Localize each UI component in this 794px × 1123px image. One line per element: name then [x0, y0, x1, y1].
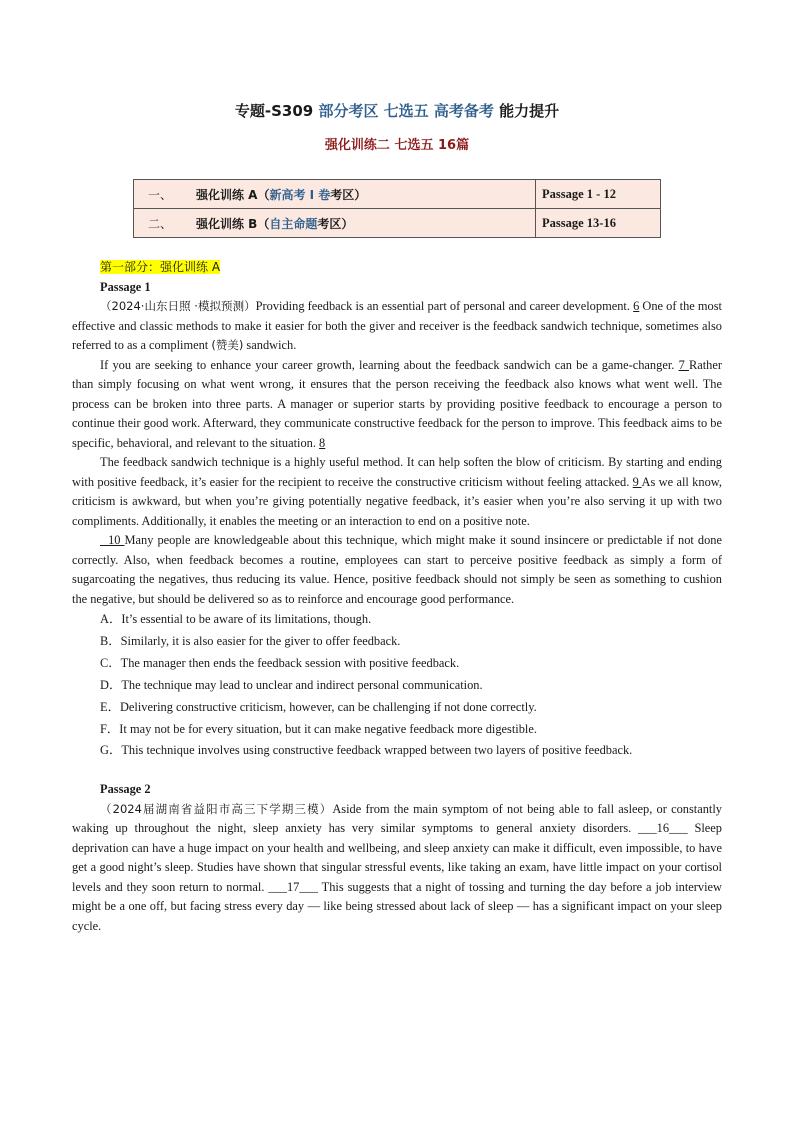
toc-name-highlight: 新高考 Ⅰ 卷 — [269, 187, 331, 202]
answer-blank: 10 — [100, 533, 125, 547]
table-row — [134, 180, 661, 209]
text: sandwich. — [243, 338, 297, 352]
answer-blank: ___16___ — [638, 821, 688, 836]
text: As we all know, criticism is awkward, but when you’re giving potentially negative feedback, it’s easier when you’re also serving it up with two compliments. Additionally, it enables the meeting or an interaction to end on a positive note. — [72, 474, 722, 528]
passage-paragraph — [72, 531, 722, 609]
text: Providing feedback is an essential part of personal and career development. — [255, 299, 634, 313]
table-row — [134, 209, 661, 238]
title-suffix: 能力提升 — [493, 102, 560, 120]
section-label: 第一部分：强化训练 A — [100, 260, 221, 274]
text: Rather than simply focusing on what went wrong, it ensures that the person receiving the feedback also knows what went well. The process can be broken into three parts. A manager or superior starts by providing positive feedback to encourage a person to continue their good work. Afterward, they communicate constructive feedback for the person to improve. This feedback aims to be specific, behavioral, and relevant to the situation. — [72, 357, 722, 450]
list-item: G．This technique involves using constructive feedback wrapped between two layers of positive feedback. — [100, 743, 633, 758]
source-note: （2024届湖南省益阳市高三下学期三模） — [100, 801, 333, 816]
passage-paragraph — [72, 453, 722, 531]
toc-name — [186, 209, 536, 238]
page-title — [0, 100, 794, 121]
toc-name-pre: 强化训练 B（ — [196, 216, 270, 231]
answer-blank: 6 — [633, 299, 640, 313]
spacer — [72, 762, 722, 780]
answer-blank: 9 — [632, 474, 642, 489]
toc-passages: Passage 13-16 — [536, 209, 661, 238]
list-item: A．It’s essential to be aware of its limitations, though. — [100, 612, 372, 626]
list-item: E．Delivering constructive criticism, however, can be challenging if not done correctly. — [100, 699, 537, 714]
source-note: （2024·山东日照 ·模拟预测） — [100, 299, 256, 313]
page-subtitle: 强化训练二 七选五 16篇 — [324, 138, 470, 153]
toc-name — [186, 180, 536, 209]
passage-title: Passage 1 — [100, 279, 151, 294]
text: The feedback sandwich technique is a highly useful method. It can help soften the blow of criticism. By starting and ending with positive feedback, it’s easier for the recipient to receive the constructive criticism without feeling attacked. — [72, 455, 722, 489]
toc-name-post: 考区） — [330, 187, 367, 202]
list-item: C．The manager then ends the feedback session with positive feedback. — [100, 655, 460, 670]
text: Many people are knowledgeable about this technique, which might make it sound insincere or predictable if not done correctly. Also, when feedback becomes a routine, employees can start to perceive positive feedback as simply a form of sugarcoating the negatives, thus reducing its value. Hence, positive feedback should not simply be seen as something to cushion the negative, but should be delivered so as to reinforce and encourage good performance. — [72, 533, 722, 606]
options-list — [72, 609, 722, 762]
list-item: F．It may not be for every situation, but it can make negative feedback more digestible. — [100, 721, 537, 736]
toc-name-pre: 强化训练 A（ — [196, 187, 270, 202]
passage-paragraph — [72, 800, 722, 937]
passage-paragraph — [72, 356, 722, 454]
contents-table — [133, 179, 661, 238]
toc-number: 一、 — [134, 180, 187, 209]
text: One of the most effective and classic methods to make it easier for both the giver and receiver is the feedback sandwich technique, sometimes also referred to as a compliment — [72, 299, 722, 352]
list-item: B．Similarly, it is also easier for the giver to offer feedback. — [100, 633, 401, 648]
answer-blank: 8 — [319, 435, 326, 450]
title-highlight: 部分考区 七选五 高考备考 — [318, 102, 494, 120]
answer-blank: ___17___ — [268, 879, 318, 894]
text: Aside from the main symptom of not being able to fall asleep, or constantly waking up throughout the night, sleep anxiety has very similar symptoms to general anxiety disorders. — [72, 801, 723, 836]
toc-name-post: 考区） — [317, 216, 354, 231]
text: Sleep deprivation can have a huge impact on your health and wellbeing, and sleep anxiety can make it difficult, even impossible, to have get a good night’s sleep. Studies have shown that singular stressful events, like taking an exam, have little impact on your cortisol levels and they soon return to normal. — [72, 821, 722, 894]
text: If you are seeking to enhance your career growth, learning about the feedback sandwich can be a game-changer. — [100, 357, 679, 372]
passage-paragraph — [72, 297, 722, 356]
text: This suggests that a night of tossing and turning the day before a job interview might be a one off, but facing stress every day — like being stressed about lack of sleep — has a significant impact on your sleep cycle. — [72, 879, 722, 933]
gloss-note: (赞美) — [211, 338, 244, 352]
title-prefix: 专题-S309 — [234, 102, 314, 120]
list-item: D．The technique may lead to unclear and indirect personal communication. — [100, 677, 483, 692]
answer-blank: 7 — [678, 357, 689, 372]
toc-passages: Passage 1 - 12 — [536, 180, 661, 209]
passage-title: Passage 2 — [100, 782, 151, 797]
toc-name-highlight: 自主命题 — [269, 216, 318, 231]
main-content — [72, 258, 722, 936]
section-label-wrap — [100, 258, 722, 278]
toc-number: 二、 — [134, 209, 187, 238]
